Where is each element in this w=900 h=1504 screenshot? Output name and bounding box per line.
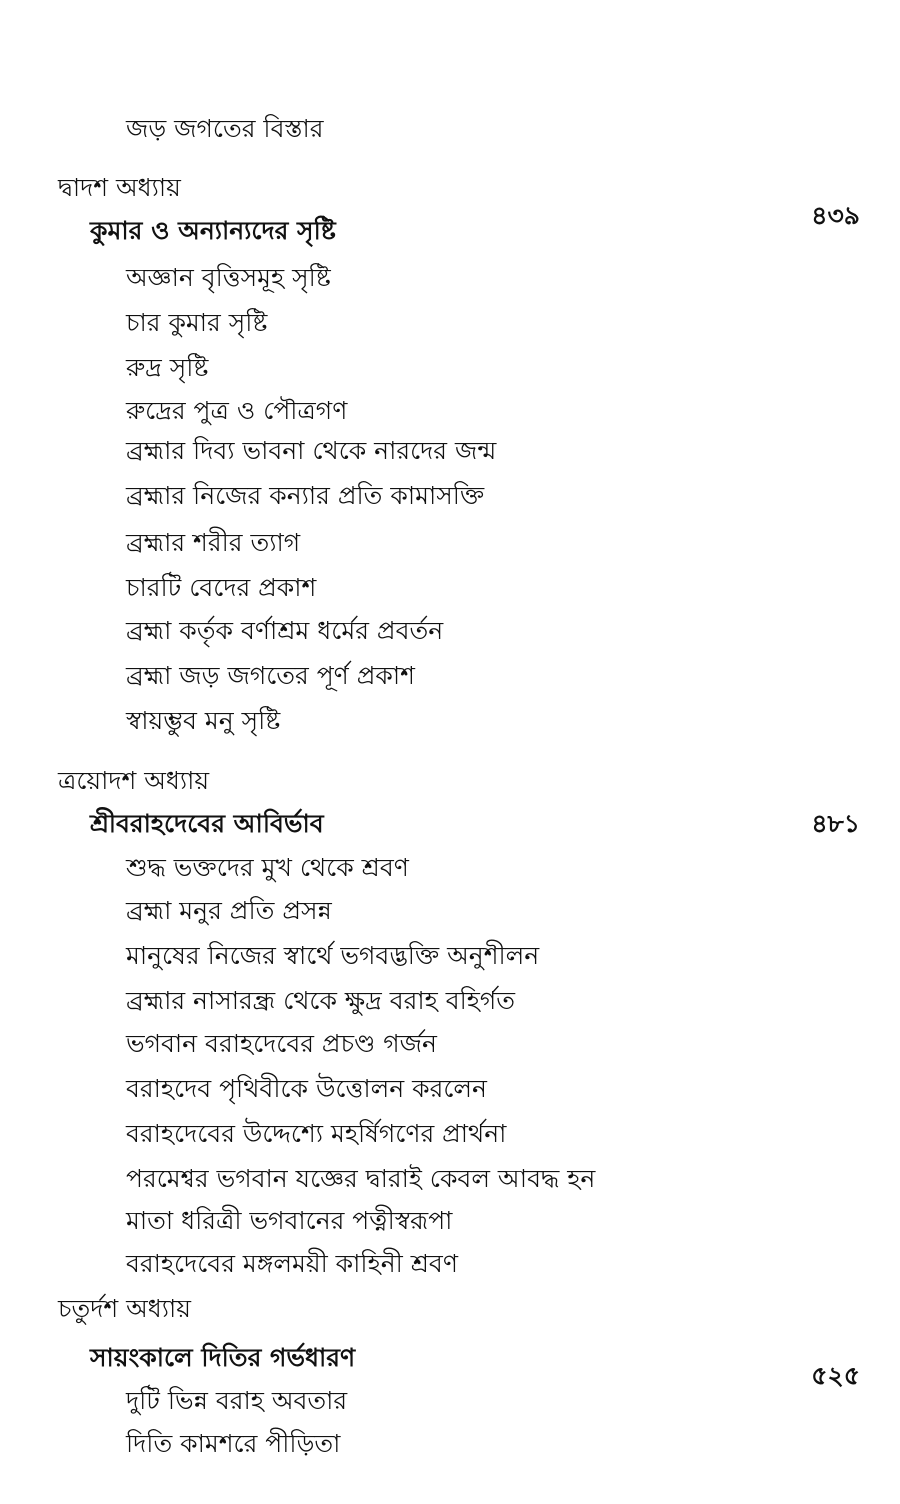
chapter-title: সায়ংকালে দিতির গর্ভধারণ [90,1343,356,1372]
chapter-heading: দ্বাদশ অধ্যায় [58,173,181,202]
toc-item: ব্রহ্মার নিজের কন্যার প্রতি কামাসক্তি [126,481,485,510]
chapter-title: কুমার ও অন্যান্যদের সৃষ্টি [90,216,336,245]
toc-lead-item: জড় জগতের বিস্তার [126,114,324,143]
toc-item: মানুষের নিজের স্বার্থে ভগবদ্ভক্তি অনুশীলন [126,941,540,970]
toc-item: রুদ্রের পুত্র ও পৌত্রগণ [126,396,348,425]
toc-item: বরাহদেব পৃথিবীকে উত্তোলন করলেন [126,1074,487,1103]
toc-item: মাতা ধরিত্রী ভগবানের পত্নীস্বরূপা [126,1206,453,1235]
toc-item: স্বায়ম্ভুব মনু সৃষ্টি [126,706,281,735]
toc-item: অজ্ঞান বৃত্তিসমূহ সৃষ্টি [126,263,331,292]
toc-item: ব্রহ্মা জড় জগতের পূর্ণ প্রকাশ [126,661,415,690]
toc-item: ব্রহ্মার শরীর ত্যাগ [126,528,301,557]
page-number: ৪৮১ [811,809,860,838]
toc-item: শুদ্ধ ভক্তদের মুখ থেকে শ্রবণ [126,853,409,882]
toc-item: বরাহদেবের উদ্দেশ্যে মহর্ষিগণের প্রার্থনা [126,1119,507,1148]
toc-item: ব্রহ্মার দিব্য ভাবনা থেকে নারদের জন্ম [126,436,497,465]
chapter-heading: চতুর্দশ অধ্যায় [58,1294,192,1323]
toc-item: ব্রহ্মার নাসারন্ধ্র থেকে ক্ষুদ্র বরাহ বহির্গত [126,986,516,1015]
toc-item: ভগবান বরাহদেবের প্রচণ্ড গর্জন [126,1029,437,1058]
page-number: ৪৩৯ [811,201,860,230]
toc-item: দুটি ভিন্ন বরাহ অবতার [126,1386,348,1415]
toc-item: চার কুমার সৃষ্টি [126,308,268,337]
toc-item: ব্রহ্মা কর্তৃক বর্ণাশ্রম ধর্মের প্রবর্তন [126,616,444,645]
toc-item: পরমেশ্বর ভগবান যজ্ঞের দ্বারাই কেবল আবদ্ধ হন [126,1164,596,1193]
chapter-title: শ্রীবরাহদেবের আবির্ভাব [90,809,324,838]
toc-item: ব্রহ্মা মনুর প্রতি প্রসন্ন [126,896,332,925]
toc-item: রুদ্র সৃষ্টি [126,353,209,382]
toc-item: দিতি কামশরে পীড়িতা [126,1429,341,1458]
page-number: ৫২৫ [811,1361,860,1390]
toc-item: চারটি বেদের প্রকাশ [126,573,317,602]
chapter-heading: ত্রয়োদশ অধ্যায় [58,766,210,795]
toc-item: বরাহদেবের মঙ্গলময়ী কাহিনী শ্রবণ [126,1249,458,1278]
